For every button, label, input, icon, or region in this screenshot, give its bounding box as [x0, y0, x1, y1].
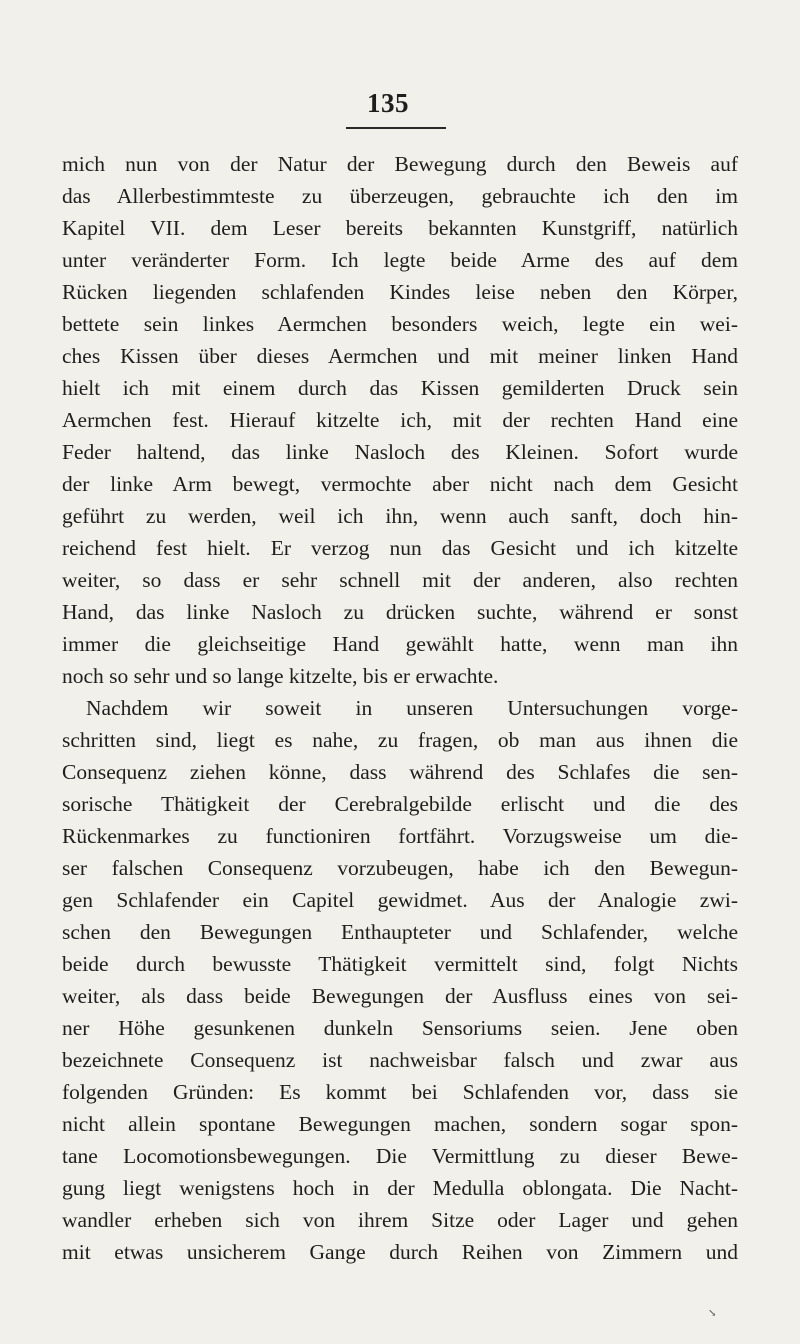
text-line: ner Höhe gesunkenen dunkeln Sensoriums seien. Jene oben	[62, 1016, 738, 1040]
text-line: mit etwas unsicherem Gange durch Reihen von Zimmern und	[62, 1240, 738, 1264]
text-line: Kapitel VII. dem Leser bereits bekannten Kunstgriff, natürlich	[62, 216, 738, 240]
text-line: hielt ich mit einem durch das Kissen gemilderten Druck sein	[62, 376, 738, 400]
text-line: schritten sind, liegt es nahe, zu fragen, ob man aus ihnen die	[62, 728, 738, 752]
text-line: weiter, so dass er sehr schnell mit der anderen, also rechten	[62, 568, 738, 592]
text-line: noch so sehr und so lange kitzelte, bis er erwachte.	[62, 664, 499, 688]
text-line: bezeichnete Consequenz ist nachweisbar falsch und zwar aus	[62, 1048, 738, 1072]
text-line: reichend fest hielt. Er verzog nun das Gesicht und ich kitzelte	[62, 536, 738, 560]
text-line: ser falschen Consequenz vorzubeugen, habe ich den Bewegun-	[62, 856, 738, 880]
text-line: mich nun von der Natur der Bewegung durch den Beweis auf	[62, 152, 738, 176]
page-number: 135	[367, 88, 409, 118]
text-line: immer die gleichseitige Hand gewählt hatte, wenn man ihn	[62, 632, 738, 656]
text-line: schen den Bewegungen Enthaupteter und Schlafender, welche	[62, 920, 738, 944]
text-line: Aermchen fest. Hierauf kitzelte ich, mit der rechten Hand eine	[62, 408, 738, 432]
text-line: beide durch bewusste Thätigkeit vermittelt sind, folgt Nichts	[62, 952, 738, 976]
text-line: gen Schlafender ein Capitel gewidmet. Aus der Analogie zwi-	[62, 888, 738, 912]
print-mark: ↘	[708, 1308, 717, 1319]
text-line: Feder haltend, das linke Nasloch des Kleinen. Sofort wurde	[62, 440, 738, 464]
text-line: wandler erheben sich von ihrem Sitze oder Lager und gehen	[62, 1208, 738, 1232]
text-line: das Allerbestimmteste zu überzeugen, gebrauchte ich den im	[62, 184, 738, 208]
page-number-underline	[346, 127, 446, 129]
text-line: Nachdem wir soweit in unseren Untersuchungen vorge-	[86, 696, 738, 720]
text-line: folgenden Gründen: Es kommt bei Schlafenden vor, dass sie	[62, 1080, 738, 1104]
body-text	[62, 148, 738, 1268]
text-line: Consequenz ziehen könne, dass während des Schlafes die sen-	[62, 760, 738, 784]
text-line: geführt zu werden, weil ich ihn, wenn auch sanft, doch hin-	[62, 504, 738, 528]
text-line: Rücken liegenden schlafenden Kindes leise neben den Körper,	[62, 280, 738, 304]
text-line: gung liegt wenigstens hoch in der Medulla oblongata. Die Nacht-	[62, 1176, 738, 1200]
text-line: ches Kissen über dieses Aermchen und mit meiner linken Hand	[62, 344, 738, 368]
text-line: Hand, das linke Nasloch zu drücken suchte, während er sonst	[62, 600, 738, 624]
text-line: sorische Thätigkeit der Cerebralgebilde erlischt und die des	[62, 792, 738, 816]
text-line: weiter, als dass beide Bewegungen der Ausfluss eines von sei-	[62, 984, 738, 1008]
text-line: der linke Arm bewegt, vermochte aber nicht nach dem Gesicht	[62, 472, 738, 496]
text-line: unter veränderter Form. Ich legte beide Arme des auf dem	[62, 248, 738, 272]
text-line: Rückenmarkes zu functioniren fortfährt. Vorzugsweise um die-	[62, 824, 738, 848]
text-line: nicht allein spontane Bewegungen machen, sondern sogar spon-	[62, 1112, 738, 1136]
text-line: tane Locomotionsbewegungen. Die Vermittlung zu dieser Bewe-	[62, 1144, 738, 1168]
text-line: bettete sein linkes Aermchen besonders weich, legte ein wei-	[62, 312, 738, 336]
